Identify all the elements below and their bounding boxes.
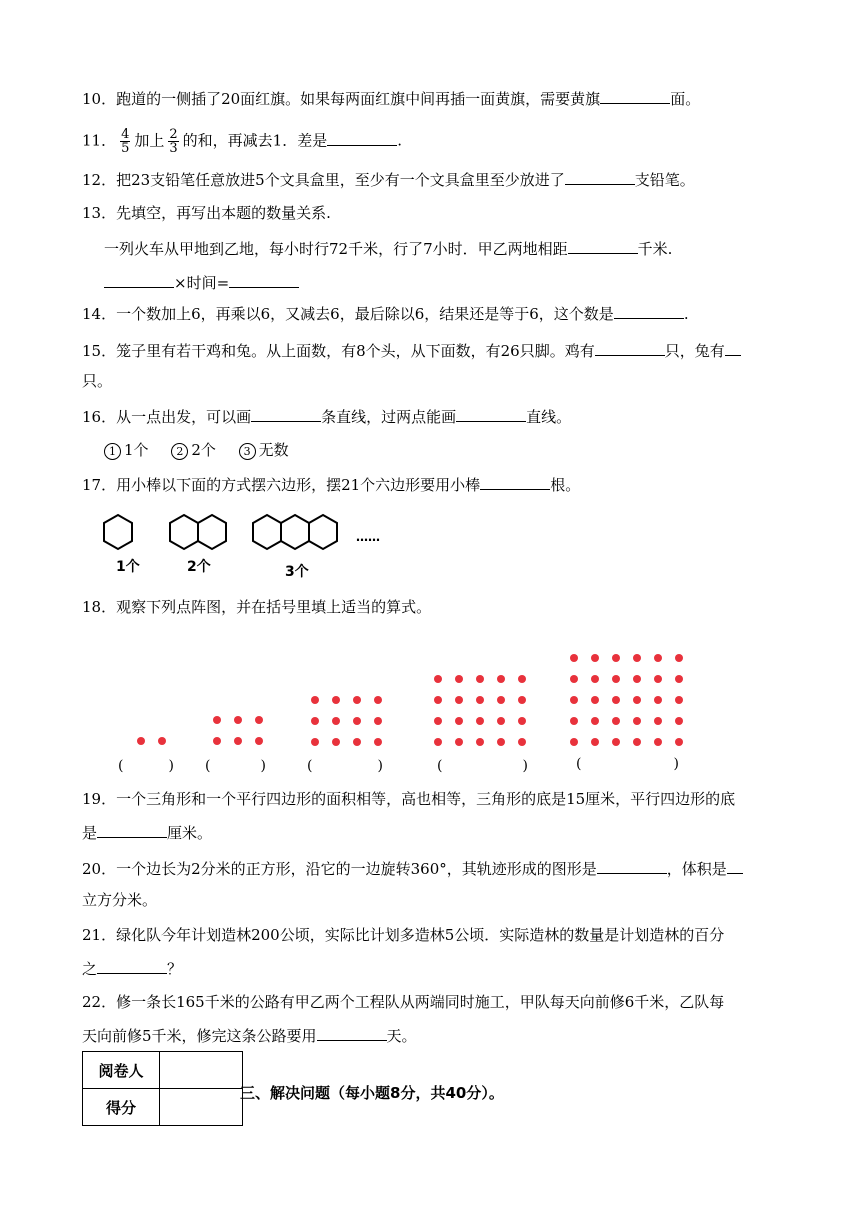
dot: [612, 717, 620, 725]
dot: [654, 738, 662, 746]
paren-close: ): [377, 758, 383, 774]
reviewer-cell[interactable]: [160, 1052, 243, 1089]
dot: [255, 716, 263, 724]
question-text: 17．用小棒以下面的方式摆六边形，摆21个六边形要用小棒: [82, 476, 481, 494]
option-label: 1个: [124, 441, 149, 459]
dot: [137, 737, 145, 745]
dot: [591, 675, 599, 683]
question-text: 21．绿化队今年计划造林200公顷，实际比计划多造林5公顷．实际造林的数量是计划造林的百分: [82, 926, 725, 944]
question-19-line2: [82, 822, 212, 843]
question-text-end: 天。: [386, 1027, 417, 1045]
hexagon-label-1: 1个: [116, 559, 140, 575]
dot: [675, 717, 683, 725]
dot: [374, 717, 382, 725]
question-text: 天向前修5千米，修完这条公路要用: [82, 1027, 317, 1045]
question-text-end: ？: [167, 960, 183, 978]
dot: [654, 654, 662, 662]
dot: [654, 696, 662, 704]
question-text: 是: [82, 824, 98, 842]
dot: [654, 717, 662, 725]
dot: [311, 738, 319, 746]
score-table: [82, 1051, 243, 1126]
question-20: [82, 858, 743, 879]
paren-open: (: [307, 758, 313, 774]
dot: [612, 696, 620, 704]
question-text: 13．先填空，再写出本题的数量关系.: [82, 204, 331, 222]
question-number: 11．: [82, 131, 117, 150]
answer-blank[interactable]: [97, 958, 167, 974]
question-21-line2: [82, 958, 182, 979]
question-text: 条直线，过两点能画: [321, 408, 457, 426]
dot: [633, 696, 641, 704]
question-22-line2: [82, 1025, 417, 1046]
dot: [332, 738, 340, 746]
dot: [591, 717, 599, 725]
question-21: [82, 925, 724, 945]
dot: [434, 738, 442, 746]
question-text: 22．修一条长165千米的公路有甲乙两个工程队从两端同时施工，甲队每天向前修6千米，乙队每: [82, 993, 725, 1011]
question-text-end: 面。: [670, 90, 701, 108]
dot: [374, 738, 382, 746]
paren-close: ): [522, 758, 528, 774]
paren-open: (: [437, 758, 443, 774]
question-text-end: 厘米。: [167, 824, 213, 842]
dot: [434, 717, 442, 725]
dot: [353, 717, 361, 725]
hexagon-label-3: 3个: [285, 564, 309, 580]
dot: [255, 737, 263, 745]
dot: [455, 675, 463, 683]
question-text-end: 直线。: [526, 408, 572, 426]
question-text: ，体积是: [666, 860, 727, 878]
question-text: 12．把23支铅笔任意放进5个文具盒里，至少有一个文具盒里至少放进了: [82, 171, 565, 189]
fraction-numerator: 4: [121, 127, 130, 142]
dot: [311, 717, 319, 725]
dot: [455, 717, 463, 725]
dot: [476, 696, 484, 704]
dot: [633, 717, 641, 725]
dot: [311, 696, 319, 704]
circled-number: 3: [239, 443, 256, 460]
paren-4[interactable]: [437, 758, 528, 774]
hexagon-label-2: 2个: [187, 559, 211, 575]
dot: [213, 737, 221, 745]
question-19: [82, 789, 735, 809]
question-text-end: 千米.: [637, 240, 673, 258]
dot: [434, 675, 442, 683]
dot: [612, 738, 620, 746]
answer-blank[interactable]: [317, 1025, 387, 1041]
dot: [353, 696, 361, 704]
fraction-numerator: 2: [169, 127, 178, 142]
question-text: 之: [82, 960, 98, 978]
dot: [518, 717, 526, 725]
question-text: 一列火车从甲地到乙地，每小时行72千米，行了7小时．甲乙两地相距: [104, 240, 568, 258]
fraction-denominator: 5: [121, 141, 130, 156]
dot: [518, 696, 526, 704]
dot: [570, 717, 578, 725]
paren-3[interactable]: [307, 758, 383, 774]
dot: [570, 738, 578, 746]
question-text: 10．跑道的一侧插了20面红旗。如果每两面红旗中间再插一面黄旗，需要黄旗: [82, 90, 601, 108]
question-text: 只，兔有: [664, 342, 725, 360]
dot: [476, 675, 484, 683]
paren-open: (: [205, 758, 211, 774]
question-text: 14．一个数加上6，再乘以6，又减去6，最后除以6，结果还是等于6，这个数是: [82, 305, 614, 323]
circled-number: 1: [104, 443, 121, 460]
dot: [332, 717, 340, 725]
dot: [234, 716, 242, 724]
dot: [654, 675, 662, 683]
reviewer-label: 阅卷人: [83, 1052, 160, 1089]
question-text: 20．一个边长为2分米的正方形，沿它的一边旋转360°，其轨迹形成的图形是: [82, 860, 597, 878]
answer-blank[interactable]: [597, 858, 667, 874]
question-20-line2: [82, 890, 157, 910]
question-text-end: 支铅笔。: [634, 171, 695, 189]
question-22: [82, 992, 724, 1012]
paren-open: (: [118, 758, 124, 774]
dot: [633, 654, 641, 662]
question-text: 只。: [82, 372, 113, 390]
dot: [476, 717, 484, 725]
dot: [332, 696, 340, 704]
dot: [675, 654, 683, 662]
paren-close: ): [673, 756, 679, 772]
dot: [497, 696, 505, 704]
dot: [213, 716, 221, 724]
circled-number: 2: [171, 443, 188, 460]
paren-2[interactable]: [205, 758, 266, 774]
question-text: 15．笼子里有若干鸡和兔。从上面数，有8个头，从下面数，有26只脚。鸡有: [82, 342, 595, 360]
dot: [612, 654, 620, 662]
question-text-end: 根。: [550, 476, 581, 494]
dot: [497, 738, 505, 746]
dot: [353, 738, 361, 746]
paren-1[interactable]: [118, 758, 174, 774]
dot: [612, 675, 620, 683]
dot: [374, 696, 382, 704]
paren-close: ): [260, 758, 266, 774]
option-label: 2个: [191, 441, 216, 459]
answer-blank[interactable]: [727, 858, 743, 874]
section-heading: 三、解决问题（每小题8分，共40分）。: [240, 1084, 504, 1102]
dot: [518, 675, 526, 683]
dot: [570, 654, 578, 662]
score-label: 得分: [83, 1089, 160, 1126]
dot: [455, 696, 463, 704]
paren-close: ): [168, 758, 174, 774]
question-text-end: .: [397, 131, 402, 150]
question-text: 立方分米。: [82, 891, 158, 909]
dot: [234, 737, 242, 745]
dot: [633, 675, 641, 683]
fraction-denominator: 3: [169, 141, 178, 156]
question-text: 16．从一点出发，可以画: [82, 408, 252, 426]
dot: [591, 738, 599, 746]
dot: [675, 738, 683, 746]
option-label: 无数: [258, 441, 289, 459]
dot: [518, 738, 526, 746]
dot: [476, 738, 484, 746]
question-text: 的和，再减去1．差是: [182, 131, 328, 150]
score-cell[interactable]: [160, 1089, 243, 1126]
dot: [570, 675, 578, 683]
question-text: ×时间=: [174, 274, 230, 292]
question-text: 18．观察下列点阵图，并在括号里填上适当的算式。: [82, 598, 432, 616]
dot: [633, 738, 641, 746]
paren-5[interactable]: [576, 756, 679, 772]
dot: [570, 696, 578, 704]
dot: [591, 654, 599, 662]
dot: [455, 738, 463, 746]
dot: [675, 675, 683, 683]
dot: [497, 675, 505, 683]
question-text: 19．一个三角形和一个平行四边形的面积相等，高也相等，三角形的底是15厘米，平行四边形的底: [82, 790, 736, 808]
ellipsis: ……: [356, 530, 380, 544]
paren-open: (: [576, 756, 582, 772]
question-text: 加上: [134, 131, 165, 150]
dot: [158, 737, 166, 745]
dot: [434, 696, 442, 704]
question-text-end: .: [683, 305, 689, 323]
dot: [497, 717, 505, 725]
answer-blank[interactable]: [97, 822, 167, 838]
dot: [675, 696, 683, 704]
dot: [591, 696, 599, 704]
